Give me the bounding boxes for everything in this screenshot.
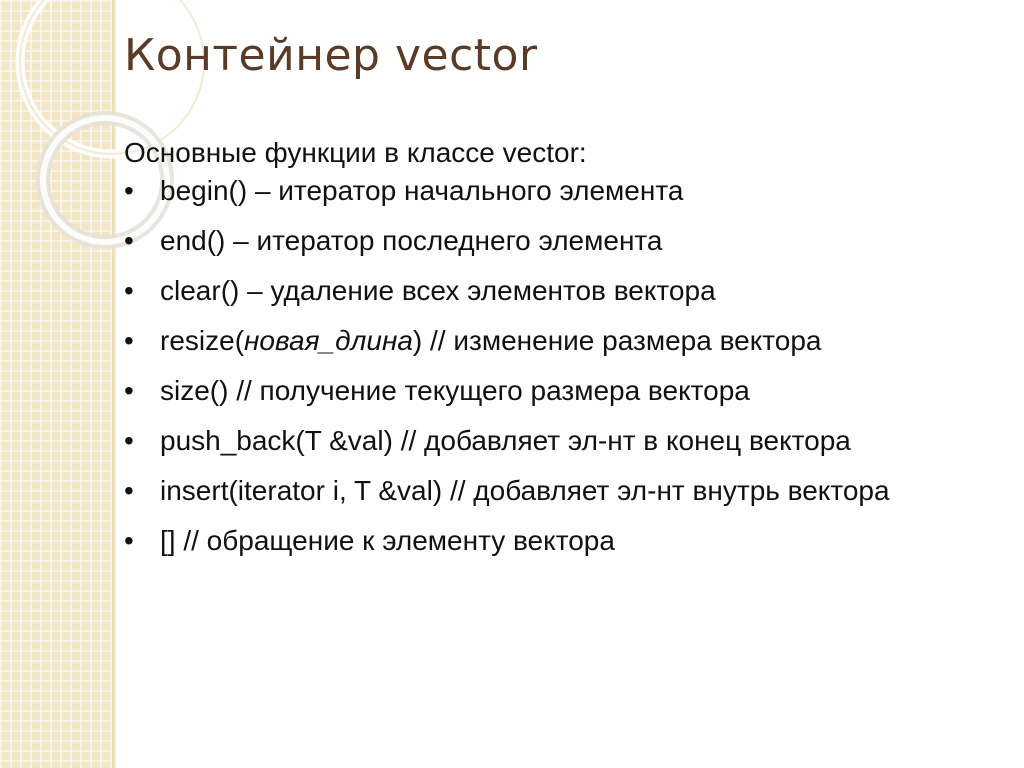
list-item-clear (124, 272, 1014, 310)
list-item-text: end() – итератор последнего элемента (160, 225, 663, 256)
list-item-insert (124, 472, 1014, 510)
bullet-icon: • (124, 425, 134, 456)
list-item-text: insert(iterator i, T &val) // добавляет эл-нт внутрь вектора (160, 475, 890, 506)
bullet-icon: • (124, 275, 134, 306)
intro-text: Основные функции в классе vector: (124, 137, 587, 168)
list-item-text-suffix: ) // изменение размера вектора (412, 325, 822, 356)
list-item-text-italic: новая_длина (244, 325, 413, 356)
slide-title: Контейнер vector (124, 30, 538, 81)
function-list (124, 172, 1014, 560)
bullet-icon: • (124, 175, 134, 206)
list-item-begin (124, 172, 1014, 210)
bullet-icon: • (124, 475, 134, 506)
bullet-icon: • (124, 225, 134, 256)
list-item-text: clear() – удаление всех элементов вектора (160, 275, 716, 306)
list-item-text: begin() – итератор начального элемента (160, 175, 684, 206)
list-item-text-prefix: resize( (160, 325, 245, 356)
bullet-icon: • (124, 325, 134, 356)
list-item-text: size() // получение текущего размера вектора (160, 375, 750, 406)
list-item-resize (124, 322, 1014, 360)
list-item-size (124, 372, 1014, 410)
list-item-end (124, 222, 1014, 260)
slide-content (124, 134, 1014, 560)
list-item-text: push_back(T &val) // добавляет эл-нт в конец вектора (160, 425, 851, 456)
list-item-text: [] // обращение к элементу вектора (160, 525, 615, 556)
bullet-icon: • (124, 525, 134, 556)
list-item-subscript (124, 522, 1014, 560)
bullet-icon: • (124, 375, 134, 406)
list-item-push-back (124, 422, 1014, 460)
